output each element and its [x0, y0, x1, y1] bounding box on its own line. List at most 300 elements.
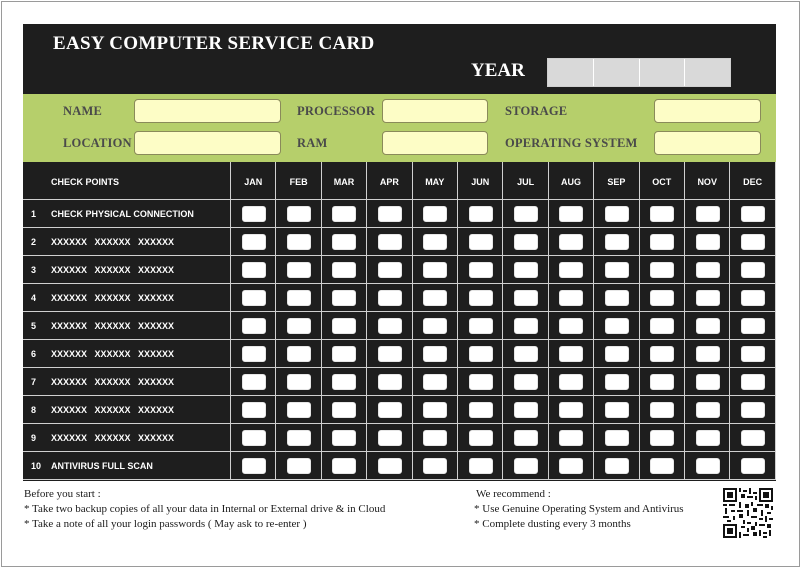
month-checkbox[interactable]: [741, 206, 765, 222]
month-checkbox[interactable]: [378, 290, 402, 306]
month-cell: [594, 228, 639, 256]
month-checkbox[interactable]: [423, 290, 447, 306]
name-field[interactable]: [134, 99, 281, 123]
month-cell: [413, 228, 458, 256]
name-label: NAME: [63, 104, 102, 118]
checkpoint-row: [23, 452, 231, 480]
month-cell: [322, 452, 367, 480]
month-checkbox[interactable]: [650, 318, 674, 334]
month-cell: [231, 452, 276, 480]
month-cell: [458, 228, 503, 256]
month-cell: [549, 284, 594, 312]
month-cell: [231, 228, 276, 256]
month-cell: [594, 256, 639, 284]
month-checkbox[interactable]: [514, 318, 538, 334]
month-cell: [640, 368, 685, 396]
month-checkbox[interactable]: [332, 458, 356, 474]
month-checkbox[interactable]: [242, 318, 266, 334]
month-header-cell: [231, 162, 276, 200]
month-header: MAY: [425, 177, 445, 187]
row-number: 7: [31, 377, 37, 387]
month-header: OCT: [652, 177, 672, 187]
month-checkbox[interactable]: [650, 402, 674, 418]
month-checkbox[interactable]: [242, 430, 266, 446]
month-cell: [549, 452, 594, 480]
month-cell: [549, 340, 594, 368]
month-cell: [685, 200, 730, 228]
ram-field[interactable]: [382, 131, 488, 155]
month-checkbox[interactable]: [469, 262, 493, 278]
row-number: 4: [31, 293, 37, 303]
month-cell: [367, 396, 412, 424]
month-cell: [458, 396, 503, 424]
month-cell: [685, 228, 730, 256]
month-checkbox[interactable]: [423, 458, 447, 474]
year-input-group: [547, 58, 731, 87]
month-cell: [322, 312, 367, 340]
month-checkbox[interactable]: [287, 262, 311, 278]
month-checkbox[interactable]: [242, 374, 266, 390]
month-checkbox[interactable]: [696, 402, 720, 418]
month-checkbox[interactable]: [287, 318, 311, 334]
month-cell: [458, 452, 503, 480]
checkpoint-label: XXXXXX XXXXXX XXXXXX: [51, 433, 175, 443]
info-band: [23, 94, 776, 162]
os-label: OPERATING SYSTEM: [505, 136, 638, 150]
month-checkbox[interactable]: [332, 234, 356, 250]
month-checkbox[interactable]: [650, 346, 674, 362]
checkpoint-row: [23, 256, 231, 284]
month-cell: [367, 256, 412, 284]
month-checkbox[interactable]: [514, 402, 538, 418]
month-cell: [503, 284, 548, 312]
month-cell: [458, 340, 503, 368]
month-checkbox[interactable]: [423, 430, 447, 446]
month-checkbox[interactable]: [378, 206, 402, 222]
month-checkbox[interactable]: [514, 430, 538, 446]
month-checkbox[interactable]: [696, 234, 720, 250]
month-cell: [640, 312, 685, 340]
month-cell: [276, 424, 321, 452]
month-checkbox[interactable]: [605, 262, 629, 278]
month-checkbox[interactable]: [423, 402, 447, 418]
checkpoint-label: XXXXXX XXXXXX XXXXXX: [51, 265, 175, 275]
month-cell: [458, 312, 503, 340]
os-field[interactable]: [654, 131, 761, 155]
month-cell: [322, 340, 367, 368]
month-checkbox[interactable]: [332, 262, 356, 278]
month-cell: [503, 452, 548, 480]
service-card: [23, 24, 776, 481]
month-header-cell: [322, 162, 367, 200]
month-cell: [276, 256, 321, 284]
month-checkbox[interactable]: [741, 430, 765, 446]
checkpoint-label: XXXXXX XXXXXX XXXXXX: [51, 377, 175, 387]
month-cell: [413, 256, 458, 284]
month-cell: [640, 228, 685, 256]
month-header: AUG: [560, 177, 581, 187]
month-checkbox[interactable]: [514, 206, 538, 222]
month-checkbox[interactable]: [469, 374, 493, 390]
before-item: * Take two backup copies of all your data in Internal or External drive & in Cloud: [24, 503, 386, 515]
month-header: DEC: [743, 177, 763, 187]
month-checkbox[interactable]: [242, 234, 266, 250]
month-cell: [685, 256, 730, 284]
month-cell: [730, 368, 775, 396]
month-checkbox[interactable]: [332, 206, 356, 222]
month-cell: [730, 284, 775, 312]
month-checkbox[interactable]: [559, 458, 583, 474]
month-header-cell: [594, 162, 639, 200]
month-cell: [458, 424, 503, 452]
month-cell: [730, 424, 775, 452]
month-cell: [367, 284, 412, 312]
month-checkbox[interactable]: [605, 430, 629, 446]
month-checkbox[interactable]: [650, 458, 674, 474]
month-checkbox[interactable]: [423, 374, 447, 390]
month-checkbox[interactable]: [514, 290, 538, 306]
month-checkbox[interactable]: [605, 458, 629, 474]
row-number: 1: [31, 209, 37, 219]
month-checkbox[interactable]: [650, 374, 674, 390]
storage-field[interactable]: [654, 99, 761, 123]
checkpoint-label: XXXXXX XXXXXX XXXXXX: [51, 293, 175, 303]
month-cell: [231, 312, 276, 340]
month-checkbox[interactable]: [378, 234, 402, 250]
month-cell: [231, 256, 276, 284]
year-digit-box[interactable]: [685, 59, 730, 86]
month-cell: [594, 284, 639, 312]
month-cell: [730, 340, 775, 368]
month-header: JUL: [517, 177, 535, 187]
month-cell: [367, 312, 412, 340]
checkpoint-row: [23, 284, 231, 312]
recommend-item: * Use Genuine Operating System and Antivirus: [474, 503, 684, 515]
year-digit-box[interactable]: [594, 59, 640, 86]
month-checkbox[interactable]: [287, 206, 311, 222]
month-checkbox[interactable]: [287, 346, 311, 362]
month-checkbox[interactable]: [605, 374, 629, 390]
month-cell: [322, 368, 367, 396]
month-cell: [549, 200, 594, 228]
month-cell: [549, 228, 594, 256]
month-checkbox[interactable]: [469, 458, 493, 474]
month-cell: [322, 284, 367, 312]
month-checkbox[interactable]: [559, 206, 583, 222]
month-cell: [458, 200, 503, 228]
month-checkbox[interactable]: [514, 234, 538, 250]
month-checkbox[interactable]: [378, 374, 402, 390]
month-checkbox[interactable]: [605, 234, 629, 250]
month-cell: [549, 312, 594, 340]
month-cell: [231, 396, 276, 424]
checkpoint-table: [23, 162, 776, 481]
month-cell: [276, 368, 321, 396]
before-heading: Before you start :: [24, 488, 101, 500]
month-cell: [594, 452, 639, 480]
month-cell: [594, 396, 639, 424]
month-cell: [594, 368, 639, 396]
month-cell: [503, 368, 548, 396]
month-cell: [231, 340, 276, 368]
month-checkbox[interactable]: [514, 458, 538, 474]
checkpoint-row: [23, 228, 231, 256]
month-checkbox[interactable]: [378, 346, 402, 362]
checkpoint-label: XXXXXX XXXXXX XXXXXX: [51, 237, 175, 247]
checkpoint-row: [23, 340, 231, 368]
month-checkbox[interactable]: [287, 290, 311, 306]
month-header-cell: [549, 162, 594, 200]
month-header: FEB: [289, 177, 308, 187]
month-cell: [276, 312, 321, 340]
card-title: EASY COMPUTER SERVICE CARD: [53, 33, 375, 54]
month-checkbox[interactable]: [650, 262, 674, 278]
month-cell: [276, 284, 321, 312]
month-header: JUN: [471, 177, 490, 187]
month-checkbox[interactable]: [696, 346, 720, 362]
checkpoint-row: [23, 424, 231, 452]
month-cell: [730, 312, 775, 340]
month-cell: [640, 284, 685, 312]
month-checkbox[interactable]: [559, 402, 583, 418]
month-checkbox[interactable]: [332, 374, 356, 390]
recommend-item: * Complete dusting every 3 months: [474, 518, 631, 530]
month-cell: [413, 284, 458, 312]
month-checkbox[interactable]: [469, 290, 493, 306]
month-checkbox[interactable]: [559, 430, 583, 446]
month-cell: [322, 228, 367, 256]
month-checkbox[interactable]: [696, 318, 720, 334]
month-header: MAR: [333, 177, 355, 187]
checkpoints-header: CHECK POINTS: [51, 177, 120, 187]
month-checkbox[interactable]: [242, 458, 266, 474]
month-checkbox[interactable]: [559, 346, 583, 362]
month-checkbox[interactable]: [332, 318, 356, 334]
row-number: 9: [31, 433, 37, 443]
month-checkbox[interactable]: [378, 430, 402, 446]
month-checkbox[interactable]: [287, 374, 311, 390]
month-checkbox[interactable]: [423, 346, 447, 362]
month-checkbox[interactable]: [287, 458, 311, 474]
month-checkbox[interactable]: [741, 402, 765, 418]
row-number: 6: [31, 349, 37, 359]
row-number: 2: [31, 237, 37, 247]
month-cell: [413, 340, 458, 368]
row-number: 5: [31, 321, 37, 331]
processor-field[interactable]: [382, 99, 488, 123]
month-checkbox[interactable]: [559, 290, 583, 306]
month-cell: [503, 312, 548, 340]
month-cell: [276, 396, 321, 424]
month-cell: [367, 424, 412, 452]
month-checkbox[interactable]: [559, 318, 583, 334]
month-cell: [730, 200, 775, 228]
month-cell: [549, 396, 594, 424]
qr-code-icon: [723, 488, 773, 538]
month-cell: [594, 312, 639, 340]
checkpoint-label: ANTIVIRUS FULL SCAN: [51, 461, 153, 471]
month-checkbox[interactable]: [514, 374, 538, 390]
month-cell: [730, 228, 775, 256]
month-cell: [231, 424, 276, 452]
month-cell: [367, 340, 412, 368]
month-checkbox[interactable]: [650, 430, 674, 446]
month-checkbox[interactable]: [423, 318, 447, 334]
checkpoint-label: XXXXXX XXXXXX XXXXXX: [51, 321, 175, 331]
month-checkbox[interactable]: [378, 458, 402, 474]
month-checkbox[interactable]: [696, 262, 720, 278]
month-cell: [413, 424, 458, 452]
month-cell: [503, 340, 548, 368]
month-checkbox[interactable]: [741, 262, 765, 278]
month-checkbox[interactable]: [650, 206, 674, 222]
month-checkbox[interactable]: [559, 262, 583, 278]
month-checkbox[interactable]: [287, 402, 311, 418]
month-checkbox[interactable]: [469, 430, 493, 446]
location-field[interactable]: [134, 131, 281, 155]
month-checkbox[interactable]: [242, 206, 266, 222]
month-cell: [276, 200, 321, 228]
checkpoint-row: [23, 396, 231, 424]
month-checkbox[interactable]: [332, 402, 356, 418]
month-cell: [231, 284, 276, 312]
month-checkbox[interactable]: [423, 206, 447, 222]
month-checkbox[interactable]: [741, 458, 765, 474]
recommend-heading: We recommend :: [476, 488, 551, 500]
month-checkbox[interactable]: [469, 206, 493, 222]
month-cell: [503, 396, 548, 424]
month-checkbox[interactable]: [514, 262, 538, 278]
month-checkbox[interactable]: [605, 346, 629, 362]
month-cell: [730, 396, 775, 424]
checkpoint-row: [23, 200, 231, 228]
month-cell: [549, 256, 594, 284]
month-cell: [730, 256, 775, 284]
before-item: * Take a note of all your login passwords ( May ask to re-enter ): [24, 518, 307, 530]
month-cell: [458, 256, 503, 284]
month-cell: [231, 368, 276, 396]
month-cell: [458, 368, 503, 396]
month-checkbox[interactable]: [469, 346, 493, 362]
month-checkbox[interactable]: [696, 430, 720, 446]
month-cell: [640, 200, 685, 228]
month-checkbox[interactable]: [514, 346, 538, 362]
row-number: 10: [31, 461, 42, 471]
month-checkbox[interactable]: [378, 262, 402, 278]
month-checkbox[interactable]: [469, 402, 493, 418]
month-cell: [594, 340, 639, 368]
month-checkbox[interactable]: [559, 234, 583, 250]
month-checkbox[interactable]: [423, 262, 447, 278]
month-cell: [367, 228, 412, 256]
month-cell: [322, 200, 367, 228]
month-cell: [685, 396, 730, 424]
month-header: JAN: [244, 177, 263, 187]
month-checkbox[interactable]: [741, 290, 765, 306]
month-header-cell: [503, 162, 548, 200]
month-checkbox[interactable]: [242, 346, 266, 362]
month-checkbox[interactable]: [650, 290, 674, 306]
month-cell: [322, 256, 367, 284]
month-cell: [322, 424, 367, 452]
month-cell: [549, 424, 594, 452]
month-checkbox[interactable]: [741, 374, 765, 390]
month-checkbox[interactable]: [332, 290, 356, 306]
month-cell: [640, 256, 685, 284]
month-header: APR: [379, 177, 399, 187]
processor-label: PROCESSOR: [297, 104, 376, 118]
month-cell: [367, 452, 412, 480]
month-checkbox[interactable]: [559, 374, 583, 390]
month-checkbox[interactable]: [696, 206, 720, 222]
month-cell: [549, 368, 594, 396]
month-checkbox[interactable]: [605, 318, 629, 334]
month-cell: [503, 256, 548, 284]
month-cell: [685, 340, 730, 368]
month-cell: [640, 452, 685, 480]
month-checkbox[interactable]: [332, 346, 356, 362]
month-checkbox[interactable]: [469, 318, 493, 334]
month-checkbox[interactable]: [242, 402, 266, 418]
month-checkbox[interactable]: [650, 234, 674, 250]
month-checkbox[interactable]: [423, 234, 447, 250]
month-checkbox[interactable]: [605, 402, 629, 418]
month-cell: [367, 200, 412, 228]
year-digit-box[interactable]: [640, 59, 686, 86]
month-cell: [685, 452, 730, 480]
month-cell: [640, 424, 685, 452]
month-checkbox[interactable]: [469, 234, 493, 250]
month-checkbox[interactable]: [378, 318, 402, 334]
month-header-cell: [458, 162, 503, 200]
month-checkbox[interactable]: [741, 318, 765, 334]
month-checkbox[interactable]: [605, 290, 629, 306]
month-cell: [458, 284, 503, 312]
month-header-cell: [640, 162, 685, 200]
month-checkbox[interactable]: [287, 430, 311, 446]
month-cell: [594, 200, 639, 228]
month-header-cell: [367, 162, 412, 200]
month-header-cell: [685, 162, 730, 200]
month-checkbox[interactable]: [741, 234, 765, 250]
year-label: YEAR: [471, 60, 525, 81]
month-checkbox[interactable]: [696, 290, 720, 306]
month-checkbox[interactable]: [242, 290, 266, 306]
storage-label: STORAGE: [505, 104, 568, 118]
month-cell: [594, 424, 639, 452]
month-cell: [367, 368, 412, 396]
row-number: 3: [31, 265, 37, 275]
row-number: 8: [31, 405, 37, 415]
month-cell: [413, 368, 458, 396]
month-checkbox[interactable]: [741, 346, 765, 362]
month-cell: [640, 396, 685, 424]
checkpoint-label: CHECK PHYSICAL CONNECTION: [51, 209, 194, 219]
checkpoints-header-cell: [23, 162, 231, 200]
month-cell: [685, 284, 730, 312]
month-checkbox[interactable]: [605, 206, 629, 222]
month-checkbox[interactable]: [287, 234, 311, 250]
month-checkbox[interactable]: [242, 262, 266, 278]
month-checkbox[interactable]: [378, 402, 402, 418]
month-header: SEP: [607, 177, 626, 187]
month-checkbox[interactable]: [696, 458, 720, 474]
month-checkbox[interactable]: [332, 430, 356, 446]
year-digit-box[interactable]: [548, 59, 594, 86]
checkpoint-label: XXXXXX XXXXXX XXXXXX: [51, 349, 175, 359]
month-checkbox[interactable]: [696, 374, 720, 390]
checkpoint-label: XXXXXX XXXXXX XXXXXX: [51, 405, 175, 415]
